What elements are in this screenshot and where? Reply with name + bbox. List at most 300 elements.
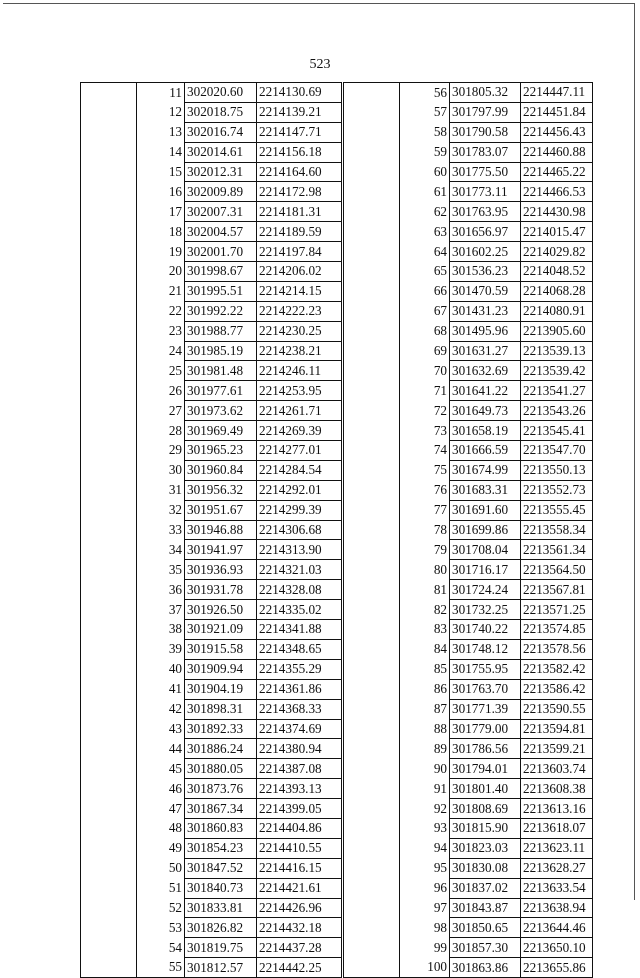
table-row (344, 659, 593, 679)
x-coordinate-cell: 302018.75 (185, 102, 257, 122)
x-coordinate-cell: 301847.52 (185, 858, 257, 878)
table-row (81, 838, 342, 858)
x-coordinate-cell: 301843.87 (450, 898, 521, 918)
table-row (81, 679, 342, 699)
table-row (81, 580, 342, 600)
table-row (344, 858, 593, 878)
point-number-cell: 90 (400, 759, 450, 779)
blank-cell (344, 83, 400, 103)
blank-cell (344, 520, 400, 540)
x-coordinate-cell: 301631.27 (450, 341, 521, 361)
blank-cell (81, 580, 137, 600)
x-coordinate-cell: 301898.31 (185, 699, 257, 719)
table-row (81, 540, 342, 560)
point-number-cell: 40 (137, 659, 185, 679)
point-number-cell: 99 (400, 938, 450, 958)
y-coordinate-cell: 2214048.52 (521, 262, 593, 282)
table-row (344, 460, 593, 480)
y-coordinate-cell: 2213638.94 (521, 898, 593, 918)
x-coordinate-cell: 301860.83 (185, 818, 257, 838)
x-coordinate-cell: 301674.99 (450, 460, 521, 480)
point-number-cell: 66 (400, 281, 450, 301)
table-row (344, 600, 593, 620)
table-row (344, 799, 593, 819)
x-coordinate-cell: 301985.19 (185, 341, 257, 361)
y-coordinate-cell: 2213541.27 (521, 381, 593, 401)
point-number-cell: 69 (400, 341, 450, 361)
table-row (81, 301, 342, 321)
blank-cell (344, 182, 400, 202)
blank-cell (81, 620, 137, 640)
y-coordinate-cell: 2214172.98 (257, 182, 342, 202)
y-coordinate-cell: 2213628.27 (521, 858, 593, 878)
blank-cell (344, 938, 400, 958)
table-row (344, 441, 593, 461)
blank-cell (344, 162, 400, 182)
point-number-cell: 34 (137, 540, 185, 560)
table-row (344, 560, 593, 580)
blank-cell (81, 441, 137, 461)
y-coordinate-cell: 2213623.11 (521, 838, 593, 858)
x-coordinate-cell: 301904.19 (185, 679, 257, 699)
blank-cell (344, 719, 400, 739)
blank-cell (344, 361, 400, 381)
x-coordinate-cell: 301850.65 (450, 918, 521, 938)
x-coordinate-cell: 301783.07 (450, 142, 521, 162)
y-coordinate-cell: 2214269.39 (257, 421, 342, 441)
y-coordinate-cell: 2213547.70 (521, 441, 593, 461)
table-row (81, 600, 342, 620)
point-number-cell: 18 (137, 222, 185, 242)
blank-cell (81, 142, 137, 162)
y-coordinate-cell: 2214284.54 (257, 460, 342, 480)
point-number-cell: 46 (137, 779, 185, 799)
blank-cell (344, 560, 400, 580)
table-row (81, 202, 342, 222)
blank-cell (81, 500, 137, 520)
point-number-cell: 27 (137, 401, 185, 421)
y-coordinate-cell: 2214214.15 (257, 281, 342, 301)
y-coordinate-cell: 2213558.34 (521, 520, 593, 540)
x-coordinate-cell: 302009.89 (185, 182, 257, 202)
table-row (81, 659, 342, 679)
coordinates-table-right (343, 82, 593, 978)
y-coordinate-cell: 2214348.65 (257, 639, 342, 659)
blank-cell (81, 182, 137, 202)
x-coordinate-cell: 301936.93 (185, 560, 257, 580)
point-number-cell: 64 (400, 242, 450, 262)
table-row (81, 958, 342, 978)
y-coordinate-cell: 2214181.31 (257, 202, 342, 222)
x-coordinate-cell: 301833.81 (185, 898, 257, 918)
blank-cell (81, 719, 137, 739)
blank-cell (344, 381, 400, 401)
blank-cell (344, 699, 400, 719)
table-row (344, 500, 593, 520)
table-row (81, 262, 342, 282)
table-row (344, 361, 593, 381)
blank-cell (81, 898, 137, 918)
x-coordinate-cell: 301808.69 (450, 799, 521, 819)
x-coordinate-cell: 302016.74 (185, 122, 257, 142)
point-number-cell: 58 (400, 122, 450, 142)
y-coordinate-cell: 2214432.18 (257, 918, 342, 938)
table-row (81, 918, 342, 938)
blank-cell (344, 142, 400, 162)
table-row (344, 818, 593, 838)
x-coordinate-cell: 301956.32 (185, 480, 257, 500)
point-number-cell: 21 (137, 281, 185, 301)
y-coordinate-cell: 2214421.61 (257, 878, 342, 898)
blank-cell (81, 739, 137, 759)
y-coordinate-cell: 2214246.11 (257, 361, 342, 381)
x-coordinate-cell: 301995.51 (185, 281, 257, 301)
y-coordinate-cell: 2213552.73 (521, 480, 593, 500)
blank-cell (81, 421, 137, 441)
blank-cell (81, 242, 137, 262)
point-number-cell: 30 (137, 460, 185, 480)
blank-cell (81, 799, 137, 819)
y-coordinate-cell: 2214328.08 (257, 580, 342, 600)
y-coordinate-cell: 2214393.13 (257, 779, 342, 799)
point-number-cell: 94 (400, 838, 450, 858)
point-number-cell: 12 (137, 102, 185, 122)
table-row (81, 739, 342, 759)
point-number-cell: 44 (137, 739, 185, 759)
x-coordinate-cell: 301649.73 (450, 401, 521, 421)
point-number-cell: 22 (137, 301, 185, 321)
x-coordinate-cell: 301946.88 (185, 520, 257, 540)
point-number-cell: 61 (400, 182, 450, 202)
y-coordinate-cell: 2213905.60 (521, 321, 593, 341)
table-row (81, 281, 342, 301)
point-number-cell: 23 (137, 321, 185, 341)
x-coordinate-cell: 301470.59 (450, 281, 521, 301)
table-row (81, 421, 342, 441)
blank-cell (344, 301, 400, 321)
point-number-cell: 52 (137, 898, 185, 918)
y-coordinate-cell: 2213655.86 (521, 958, 593, 978)
blank-cell (344, 958, 400, 978)
point-number-cell: 96 (400, 878, 450, 898)
y-coordinate-cell: 2214130.69 (257, 83, 342, 103)
point-number-cell: 32 (137, 500, 185, 520)
table-row (344, 102, 593, 122)
table-row (344, 639, 593, 659)
x-coordinate-cell: 301863.86 (450, 958, 521, 978)
y-coordinate-cell: 2214292.01 (257, 480, 342, 500)
point-number-cell: 97 (400, 898, 450, 918)
blank-cell (344, 540, 400, 560)
point-number-cell: 39 (137, 639, 185, 659)
table-row (344, 341, 593, 361)
x-coordinate-cell: 301931.78 (185, 580, 257, 600)
y-coordinate-cell: 2213613.16 (521, 799, 593, 819)
y-coordinate-cell: 2214230.25 (257, 321, 342, 341)
point-number-cell: 62 (400, 202, 450, 222)
x-coordinate-cell: 301773.11 (450, 182, 521, 202)
table-row (344, 580, 593, 600)
y-coordinate-cell: 2213590.55 (521, 699, 593, 719)
x-coordinate-cell: 301748.12 (450, 639, 521, 659)
blank-cell (81, 779, 137, 799)
table-row (81, 222, 342, 242)
table-row (81, 818, 342, 838)
table-row (81, 83, 342, 103)
blank-cell (81, 321, 137, 341)
x-coordinate-cell: 301965.23 (185, 441, 257, 461)
point-number-cell: 51 (137, 878, 185, 898)
point-number-cell: 20 (137, 262, 185, 282)
table-row (81, 142, 342, 162)
x-coordinate-cell: 301951.67 (185, 500, 257, 520)
x-coordinate-cell: 301873.76 (185, 779, 257, 799)
table-row (81, 341, 342, 361)
x-coordinate-cell: 301716.17 (450, 560, 521, 580)
x-coordinate-cell: 301815.90 (450, 818, 521, 838)
table-row (81, 460, 342, 480)
blank-cell (344, 679, 400, 699)
y-coordinate-cell: 2214387.08 (257, 759, 342, 779)
point-number-cell: 60 (400, 162, 450, 182)
x-coordinate-cell: 301740.22 (450, 620, 521, 640)
point-number-cell: 87 (400, 699, 450, 719)
x-coordinate-cell: 301805.32 (450, 83, 521, 103)
point-number-cell: 25 (137, 361, 185, 381)
y-coordinate-cell: 2214321.03 (257, 560, 342, 580)
x-coordinate-cell: 301823.03 (450, 838, 521, 858)
point-number-cell: 68 (400, 321, 450, 341)
table-row (344, 779, 593, 799)
table-row (81, 878, 342, 898)
x-coordinate-cell: 301998.67 (185, 262, 257, 282)
table-row (344, 759, 593, 779)
y-coordinate-cell: 2214335.02 (257, 600, 342, 620)
blank-cell (81, 262, 137, 282)
point-number-cell: 19 (137, 242, 185, 262)
blank-cell (344, 739, 400, 759)
blank-cell (81, 122, 137, 142)
table-row (344, 301, 593, 321)
table-row (344, 540, 593, 560)
blank-cell (81, 659, 137, 679)
blank-cell (81, 838, 137, 858)
blank-cell (344, 122, 400, 142)
blank-cell (344, 898, 400, 918)
point-number-cell: 98 (400, 918, 450, 938)
point-number-cell: 16 (137, 182, 185, 202)
point-number-cell: 43 (137, 719, 185, 739)
x-coordinate-cell: 301837.02 (450, 878, 521, 898)
table-row (344, 142, 593, 162)
table-row (81, 938, 342, 958)
blank-cell (81, 520, 137, 540)
y-coordinate-cell: 2213603.74 (521, 759, 593, 779)
x-coordinate-cell: 301857.30 (450, 938, 521, 958)
x-coordinate-cell: 302014.61 (185, 142, 257, 162)
y-coordinate-cell: 2214277.01 (257, 441, 342, 461)
point-number-cell: 15 (137, 162, 185, 182)
y-coordinate-cell: 2214261.71 (257, 401, 342, 421)
table-row (81, 759, 342, 779)
point-number-cell: 78 (400, 520, 450, 540)
blank-cell (81, 361, 137, 381)
x-coordinate-cell: 301699.86 (450, 520, 521, 540)
x-coordinate-cell: 302020.60 (185, 83, 257, 103)
blank-cell (81, 401, 137, 421)
point-number-cell: 91 (400, 779, 450, 799)
x-coordinate-cell: 301658.19 (450, 421, 521, 441)
x-coordinate-cell: 301988.77 (185, 321, 257, 341)
y-coordinate-cell: 2213586.42 (521, 679, 593, 699)
y-coordinate-cell: 2214447.11 (521, 83, 593, 103)
x-coordinate-cell: 302007.31 (185, 202, 257, 222)
y-coordinate-cell: 2214147.71 (257, 122, 342, 142)
y-coordinate-cell: 2214437.28 (257, 938, 342, 958)
table-row (344, 182, 593, 202)
x-coordinate-cell: 301819.75 (185, 938, 257, 958)
y-coordinate-cell: 2214341.88 (257, 620, 342, 640)
y-coordinate-cell: 2214189.59 (257, 222, 342, 242)
x-coordinate-cell: 301880.05 (185, 759, 257, 779)
point-number-cell: 83 (400, 620, 450, 640)
table-row (344, 262, 593, 282)
y-coordinate-cell: 2214465.22 (521, 162, 593, 182)
y-coordinate-cell: 2214466.53 (521, 182, 593, 202)
blank-cell (81, 281, 137, 301)
point-number-cell: 79 (400, 540, 450, 560)
y-coordinate-cell: 2214139.21 (257, 102, 342, 122)
table-row (344, 719, 593, 739)
point-number-cell: 89 (400, 739, 450, 759)
x-coordinate-cell: 301632.69 (450, 361, 521, 381)
x-coordinate-cell: 301973.62 (185, 401, 257, 421)
point-number-cell: 29 (137, 441, 185, 461)
y-coordinate-cell: 2214426.96 (257, 898, 342, 918)
blank-cell (344, 818, 400, 838)
blank-cell (344, 779, 400, 799)
x-coordinate-cell: 301826.82 (185, 918, 257, 938)
table-row (344, 242, 593, 262)
table-row (81, 441, 342, 461)
point-number-cell: 84 (400, 639, 450, 659)
point-number-cell: 92 (400, 799, 450, 819)
y-coordinate-cell: 2214029.82 (521, 242, 593, 262)
y-coordinate-cell: 2213582.42 (521, 659, 593, 679)
point-number-cell: 77 (400, 500, 450, 520)
point-number-cell: 80 (400, 560, 450, 580)
blank-cell (344, 341, 400, 361)
point-number-cell: 82 (400, 600, 450, 620)
x-coordinate-cell: 301779.00 (450, 719, 521, 739)
table-row (81, 242, 342, 262)
table-row (344, 679, 593, 699)
point-number-cell: 14 (137, 142, 185, 162)
blank-cell (81, 938, 137, 958)
blank-cell (81, 560, 137, 580)
y-coordinate-cell: 2214430.98 (521, 202, 593, 222)
y-coordinate-cell: 2213564.50 (521, 560, 593, 580)
table-row (344, 381, 593, 401)
y-coordinate-cell: 2214410.55 (257, 838, 342, 858)
table-row (344, 938, 593, 958)
table-row (81, 321, 342, 341)
y-coordinate-cell: 2214197.84 (257, 242, 342, 262)
table-row (81, 898, 342, 918)
table-row (344, 739, 593, 759)
table-row (344, 878, 593, 898)
point-number-cell: 71 (400, 381, 450, 401)
blank-cell (81, 600, 137, 620)
x-coordinate-cell: 301840.73 (185, 878, 257, 898)
y-coordinate-cell: 2214306.68 (257, 520, 342, 540)
blank-cell (81, 699, 137, 719)
blank-cell (344, 102, 400, 122)
y-coordinate-cell: 2214404.86 (257, 818, 342, 838)
point-number-cell: 55 (137, 958, 185, 978)
coordinates-table-left (80, 82, 342, 978)
y-coordinate-cell: 2214068.28 (521, 281, 593, 301)
blank-cell (344, 838, 400, 858)
point-number-cell: 11 (137, 83, 185, 103)
y-coordinate-cell: 2213545.41 (521, 421, 593, 441)
point-number-cell: 17 (137, 202, 185, 222)
table-row (344, 222, 593, 242)
table-row (344, 421, 593, 441)
x-coordinate-cell: 301683.31 (450, 480, 521, 500)
blank-cell (344, 401, 400, 421)
point-number-cell: 37 (137, 600, 185, 620)
blank-cell (344, 262, 400, 282)
x-coordinate-cell: 302012.31 (185, 162, 257, 182)
point-number-cell: 57 (400, 102, 450, 122)
point-number-cell: 49 (137, 838, 185, 858)
y-coordinate-cell: 2214253.95 (257, 381, 342, 401)
blank-cell (81, 202, 137, 222)
x-coordinate-cell: 301909.94 (185, 659, 257, 679)
x-coordinate-cell: 301921.09 (185, 620, 257, 640)
point-number-cell: 53 (137, 918, 185, 938)
table-row (81, 102, 342, 122)
table-row (81, 779, 342, 799)
point-number-cell: 24 (137, 341, 185, 361)
x-coordinate-cell: 301495.96 (450, 321, 521, 341)
table-row (81, 520, 342, 540)
table-row (81, 122, 342, 142)
y-coordinate-cell: 2213574.85 (521, 620, 593, 640)
point-number-cell: 50 (137, 858, 185, 878)
blank-cell (344, 620, 400, 640)
x-coordinate-cell: 301786.56 (450, 739, 521, 759)
y-coordinate-cell: 2213644.46 (521, 918, 593, 938)
table-row (344, 838, 593, 858)
blank-cell (344, 918, 400, 938)
point-number-cell: 59 (400, 142, 450, 162)
table-row (81, 560, 342, 580)
point-number-cell: 45 (137, 759, 185, 779)
table-row (81, 162, 342, 182)
blank-cell (344, 480, 400, 500)
table-row (344, 620, 593, 640)
point-number-cell: 13 (137, 122, 185, 142)
table-row (81, 182, 342, 202)
y-coordinate-cell: 2213539.13 (521, 341, 593, 361)
point-number-cell: 93 (400, 818, 450, 838)
table-row (344, 83, 593, 103)
table-row (81, 719, 342, 739)
x-coordinate-cell: 301886.24 (185, 739, 257, 759)
x-coordinate-cell: 301771.39 (450, 699, 521, 719)
